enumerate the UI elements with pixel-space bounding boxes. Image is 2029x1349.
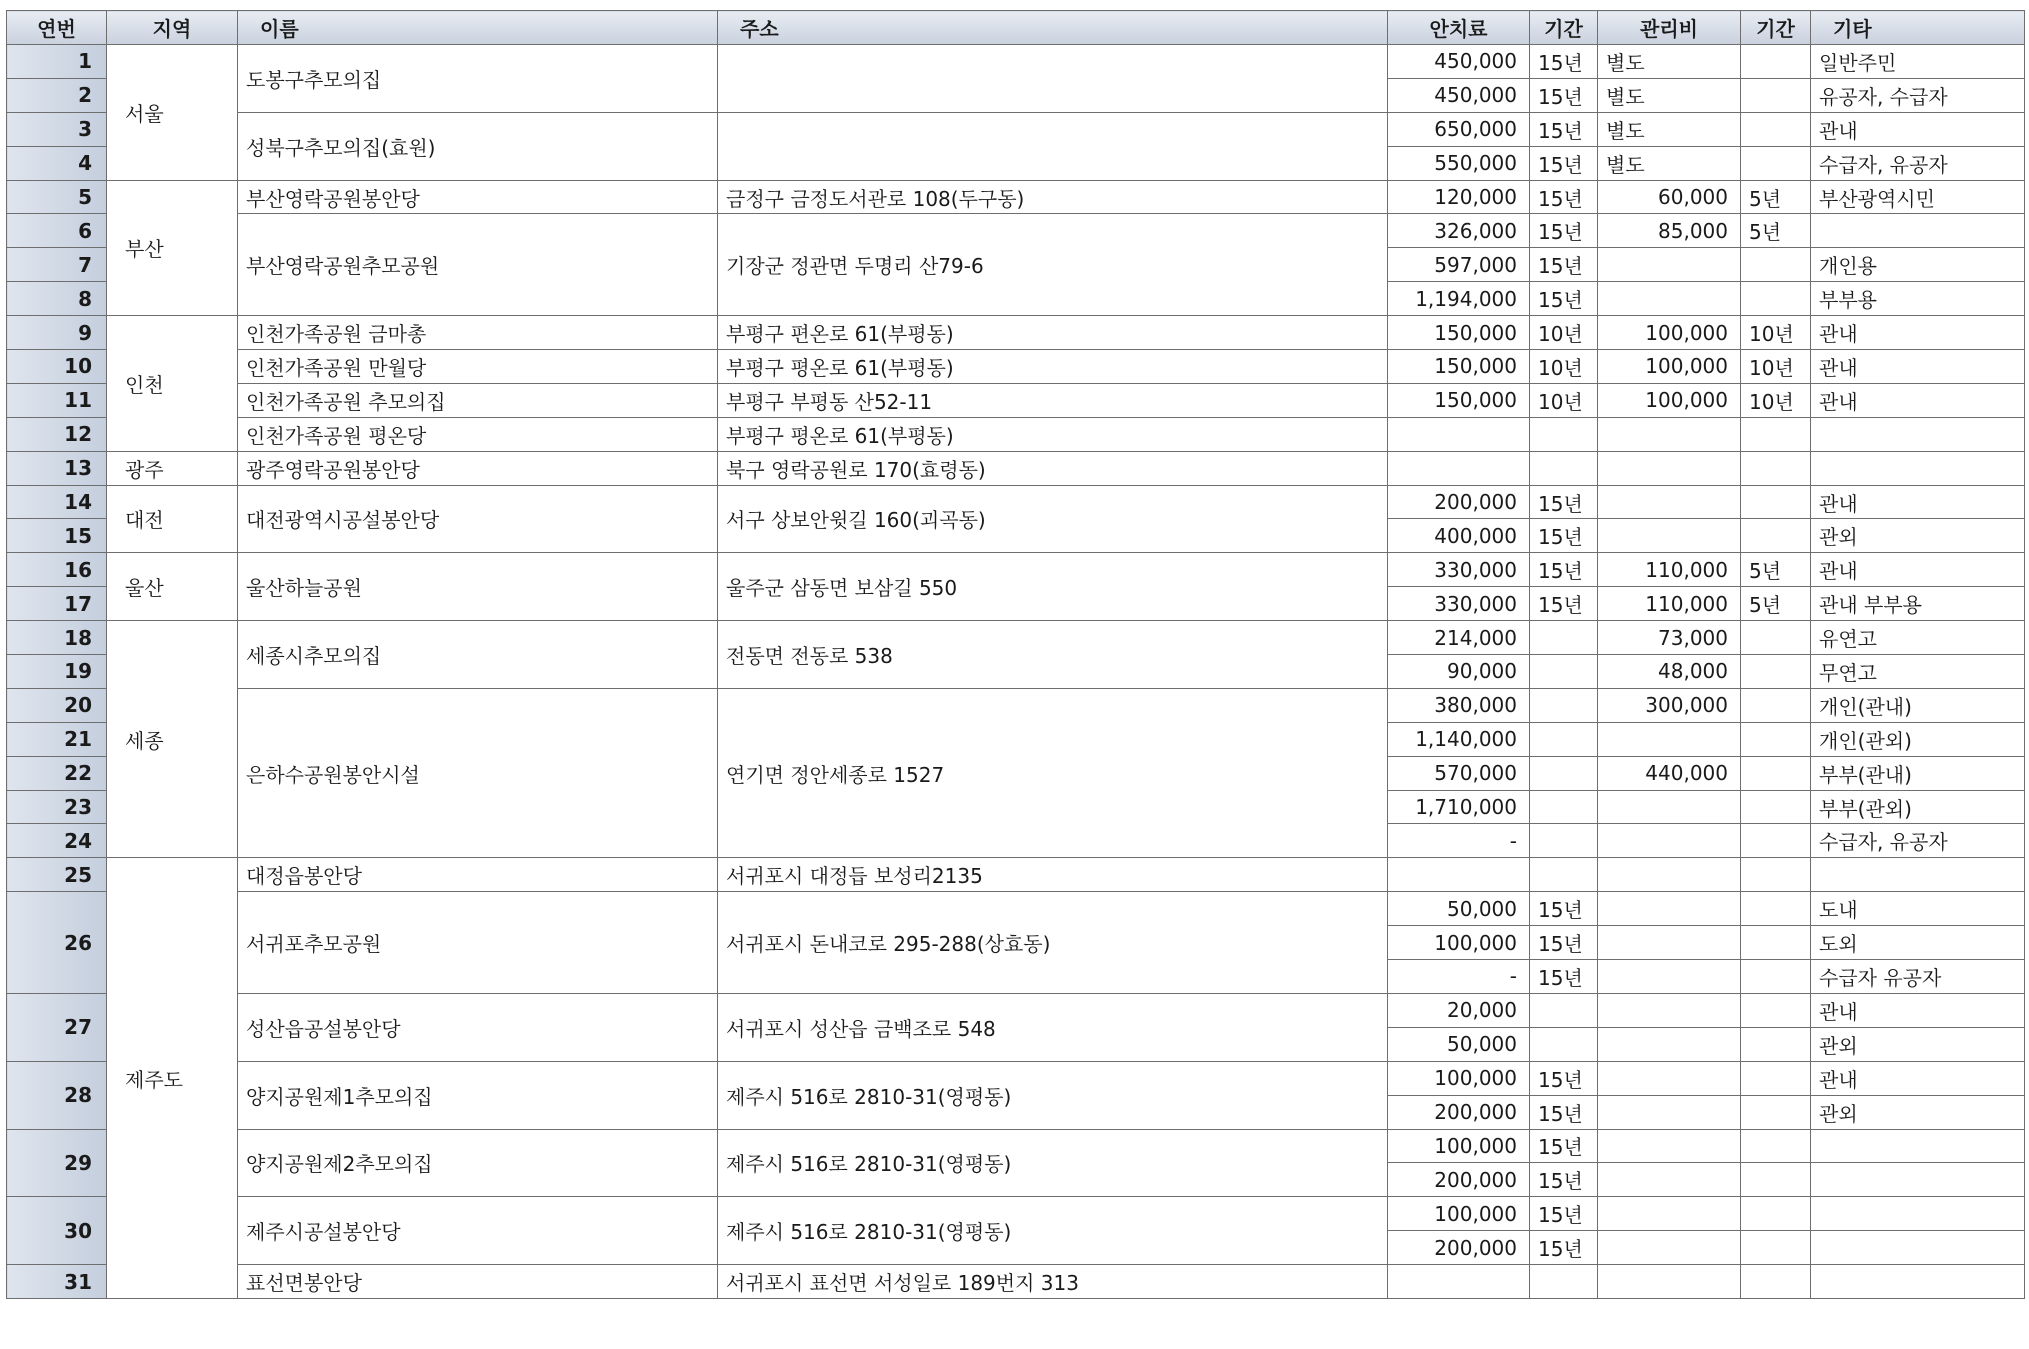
- mgmt-fee-cell: [1598, 248, 1741, 282]
- row-number: 19: [7, 655, 107, 689]
- table-row: [7, 858, 2025, 892]
- period-cell: 15년: [1530, 112, 1598, 146]
- mgmt-fee-cell: 60,000: [1598, 180, 1741, 214]
- fee-cell: 120,000: [1388, 180, 1530, 214]
- period-cell: 15년: [1530, 1163, 1598, 1197]
- row-number: 7: [7, 248, 107, 282]
- note-cell: 관내: [1811, 553, 2025, 587]
- period-cell: [1530, 722, 1598, 756]
- period-cell: 15년: [1530, 146, 1598, 180]
- period-cell: 10년: [1530, 350, 1598, 384]
- fee-cell: 1,710,000: [1388, 790, 1530, 824]
- mgmt-fee-cell: [1598, 858, 1741, 892]
- region-cell: 광주: [107, 451, 238, 485]
- period-cell: 15년: [1530, 892, 1598, 926]
- facility-address: 제주시 516로 2810-31(영평동): [718, 1197, 1388, 1265]
- period-cell: 15년: [1530, 45, 1598, 79]
- facility-address: [718, 112, 1388, 180]
- note-cell: 개인(관내): [1811, 688, 2025, 722]
- fee-cell: 150,000: [1388, 350, 1530, 384]
- fee-cell: 450,000: [1388, 45, 1530, 79]
- mgmt-fee-cell: [1598, 519, 1741, 553]
- table-row: [7, 112, 2025, 146]
- mgmt-fee-cell: 별도: [1598, 45, 1741, 79]
- fee-cell: 650,000: [1388, 112, 1530, 146]
- facility-address: 금정구 금정도서관로 108(두구동): [718, 180, 1388, 214]
- mgmt-fee-cell: [1598, 451, 1741, 485]
- mgmt-period-cell: [1741, 78, 1811, 112]
- period-cell: 15년: [1530, 1061, 1598, 1095]
- header-fee: 안치료: [1388, 11, 1530, 45]
- facility-name: 세종시추모의집: [238, 621, 718, 689]
- period-cell: [1530, 451, 1598, 485]
- facility-name: 양지공원제2추모의집: [238, 1129, 718, 1197]
- mgmt-period-cell: [1741, 485, 1811, 519]
- period-cell: 15년: [1530, 1231, 1598, 1265]
- note-cell: 관내: [1811, 112, 2025, 146]
- mgmt-fee-cell: 100,000: [1598, 316, 1741, 350]
- facility-address: 서귀포시 성산읍 금백조로 548: [718, 993, 1388, 1061]
- mgmt-fee-cell: [1598, 993, 1741, 1027]
- region-cell: 대전: [107, 485, 238, 553]
- note-cell: 관내: [1811, 350, 2025, 384]
- region-cell: 울산: [107, 553, 238, 621]
- facility-address: 부평구 편온로 61(부평동): [718, 316, 1388, 350]
- facility-name: 인천가족공원 추모의집: [238, 383, 718, 417]
- fee-cell: 200,000: [1388, 1095, 1530, 1129]
- fee-cell: 550,000: [1388, 146, 1530, 180]
- mgmt-fee-cell: [1598, 485, 1741, 519]
- period-cell: 15년: [1530, 282, 1598, 316]
- facility-address: [718, 45, 1388, 113]
- fee-cell: 1,194,000: [1388, 282, 1530, 316]
- note-cell: [1811, 858, 2025, 892]
- fee-cell: [1388, 858, 1530, 892]
- fee-cell: [1388, 451, 1530, 485]
- note-cell: 수급자, 유공자: [1811, 146, 2025, 180]
- fee-cell: 150,000: [1388, 316, 1530, 350]
- row-number: 8: [7, 282, 107, 316]
- period-cell: 15년: [1530, 587, 1598, 621]
- mgmt-period-cell: [1741, 417, 1811, 451]
- mgmt-period-cell: [1741, 790, 1811, 824]
- period-cell: 15년: [1530, 1129, 1598, 1163]
- period-cell: [1530, 655, 1598, 689]
- note-cell: 수급자, 유공자: [1811, 824, 2025, 858]
- mgmt-fee-cell: [1598, 824, 1741, 858]
- period-cell: 15년: [1530, 180, 1598, 214]
- mgmt-period-cell: [1741, 1163, 1811, 1197]
- facility-address: 서구 상보안윗길 160(괴곡동): [718, 485, 1388, 553]
- mgmt-period-cell: [1741, 722, 1811, 756]
- mgmt-period-cell: [1741, 451, 1811, 485]
- table-row: [7, 45, 2025, 79]
- note-cell: 부부(관외): [1811, 790, 2025, 824]
- mgmt-fee-cell: 110,000: [1598, 587, 1741, 621]
- note-cell: 무연고: [1811, 655, 2025, 689]
- fee-cell: [1388, 1265, 1530, 1299]
- fee-cell: 50,000: [1388, 892, 1530, 926]
- mgmt-period-cell: [1741, 1231, 1811, 1265]
- note-cell: 관외: [1811, 1027, 2025, 1061]
- mgmt-fee-cell: [1598, 1129, 1741, 1163]
- mgmt-period-cell: [1741, 960, 1811, 994]
- facility-address: 부평구 부평동 산52-11: [718, 383, 1388, 417]
- table-row: [7, 1129, 2025, 1163]
- facility-name: 은하수공원봉안시설: [238, 688, 718, 857]
- mgmt-period-cell: [1741, 993, 1811, 1027]
- mgmt-fee-cell: 300,000: [1598, 688, 1741, 722]
- mgmt-period-cell: [1741, 1129, 1811, 1163]
- region-cell: 제주도: [107, 858, 238, 1299]
- period-cell: [1530, 790, 1598, 824]
- facility-address: 전동면 전동로 538: [718, 621, 1388, 689]
- mgmt-period-cell: [1741, 824, 1811, 858]
- row-number: 13: [7, 451, 107, 485]
- mgmt-fee-cell: [1598, 1061, 1741, 1095]
- row-number: 2: [7, 78, 107, 112]
- table-row: [7, 214, 2025, 248]
- note-cell: 도외: [1811, 926, 2025, 960]
- table-row: [7, 316, 2025, 350]
- mgmt-fee-cell: 73,000: [1598, 621, 1741, 655]
- fee-cell: 100,000: [1388, 1129, 1530, 1163]
- fee-cell: 200,000: [1388, 1163, 1530, 1197]
- period-cell: [1530, 417, 1598, 451]
- row-number: 24: [7, 824, 107, 858]
- mgmt-period-cell: [1741, 146, 1811, 180]
- table-row: [7, 892, 2025, 926]
- note-cell: 부산광역시민: [1811, 180, 2025, 214]
- fee-cell: 100,000: [1388, 1061, 1530, 1095]
- mgmt-period-cell: [1741, 1095, 1811, 1129]
- fee-cell: [1388, 417, 1530, 451]
- note-cell: 유연고: [1811, 621, 2025, 655]
- row-number: 4: [7, 146, 107, 180]
- mgmt-fee-cell: [1598, 1265, 1741, 1299]
- row-number: 14: [7, 485, 107, 519]
- mgmt-period-cell: [1741, 926, 1811, 960]
- mgmt-fee-cell: 별도: [1598, 112, 1741, 146]
- mgmt-fee-cell: [1598, 790, 1741, 824]
- period-cell: 10년: [1530, 316, 1598, 350]
- region-cell: 부산: [107, 180, 238, 316]
- row-number: 12: [7, 417, 107, 451]
- period-cell: 10년: [1530, 383, 1598, 417]
- header-period: 기간: [1530, 11, 1598, 45]
- facility-name: 인천가족공원 평온당: [238, 417, 718, 451]
- mgmt-period-cell: [1741, 621, 1811, 655]
- row-number: 15: [7, 519, 107, 553]
- table-row: [7, 383, 2025, 417]
- table-row: [7, 553, 2025, 587]
- row-number: 23: [7, 790, 107, 824]
- mgmt-period-cell: [1741, 858, 1811, 892]
- facility-name: 성북구추모의집(효원): [238, 112, 718, 180]
- facility-address: 기장군 정관면 두명리 산79-6: [718, 214, 1388, 316]
- facility-name: 인천가족공원 금마총: [238, 316, 718, 350]
- region-cell: 서울: [107, 45, 238, 181]
- fee-cell: 100,000: [1388, 926, 1530, 960]
- mgmt-fee-cell: 별도: [1598, 146, 1741, 180]
- period-cell: 15년: [1530, 485, 1598, 519]
- table-row: [7, 485, 2025, 519]
- mgmt-fee-cell: [1598, 417, 1741, 451]
- row-number: 1: [7, 45, 107, 79]
- fee-cell: 570,000: [1388, 756, 1530, 790]
- facility-address: 북구 영락공원로 170(효령동): [718, 451, 1388, 485]
- mgmt-period-cell: 5년: [1741, 553, 1811, 587]
- mgmt-fee-cell: [1598, 1027, 1741, 1061]
- mgmt-fee-cell: 100,000: [1598, 350, 1741, 384]
- facility-name: 인천가족공원 만월당: [238, 350, 718, 384]
- fee-cell: 326,000: [1388, 214, 1530, 248]
- row-number: 6: [7, 214, 107, 248]
- period-cell: [1530, 621, 1598, 655]
- facility-name: 성산읍공설봉안당: [238, 993, 718, 1061]
- note-cell: 관내: [1811, 316, 2025, 350]
- region-cell: 인천: [107, 316, 238, 452]
- period-cell: [1530, 824, 1598, 858]
- facility-name: 양지공원제1추모의집: [238, 1061, 718, 1129]
- mgmt-fee-cell: 440,000: [1598, 756, 1741, 790]
- mgmt-fee-cell: [1598, 1095, 1741, 1129]
- period-cell: 15년: [1530, 214, 1598, 248]
- period-cell: 15년: [1530, 248, 1598, 282]
- period-cell: [1530, 756, 1598, 790]
- mgmt-period-cell: [1741, 688, 1811, 722]
- note-cell: 수급자 유공자: [1811, 960, 2025, 994]
- period-cell: [1530, 993, 1598, 1027]
- note-cell: [1811, 1163, 2025, 1197]
- mgmt-fee-cell: 48,000: [1598, 655, 1741, 689]
- note-cell: 일반주민: [1811, 45, 2025, 79]
- mgmt-period-cell: [1741, 519, 1811, 553]
- row-number: 20: [7, 688, 107, 722]
- row-number: 17: [7, 587, 107, 621]
- table-row: [7, 180, 2025, 214]
- fee-cell: 330,000: [1388, 553, 1530, 587]
- row-number: 22: [7, 756, 107, 790]
- mgmt-period-cell: 5년: [1741, 587, 1811, 621]
- period-cell: [1530, 858, 1598, 892]
- header-address: 주소: [718, 11, 1388, 45]
- period-cell: 15년: [1530, 926, 1598, 960]
- table-body: [7, 45, 2025, 1299]
- note-cell: 도내: [1811, 892, 2025, 926]
- period-cell: 15년: [1530, 1197, 1598, 1231]
- note-cell: 관외: [1811, 1095, 2025, 1129]
- mgmt-period-cell: [1741, 892, 1811, 926]
- mgmt-period-cell: 5년: [1741, 214, 1811, 248]
- row-number: 11: [7, 383, 107, 417]
- mgmt-fee-cell: [1598, 1231, 1741, 1265]
- note-cell: [1811, 1129, 2025, 1163]
- table-row: [7, 451, 2025, 485]
- mgmt-period-cell: [1741, 248, 1811, 282]
- note-cell: 개인(관외): [1811, 722, 2025, 756]
- fee-cell: 50,000: [1388, 1027, 1530, 1061]
- fee-cell: 1,140,000: [1388, 722, 1530, 756]
- note-cell: 관내: [1811, 993, 2025, 1027]
- period-cell: 15년: [1530, 960, 1598, 994]
- header-row: [7, 11, 2025, 45]
- mgmt-fee-cell: [1598, 892, 1741, 926]
- period-cell: [1530, 1265, 1598, 1299]
- table-row: [7, 688, 2025, 722]
- row-number: 31: [7, 1265, 107, 1299]
- period-cell: 15년: [1530, 1095, 1598, 1129]
- row-number: 27: [7, 993, 107, 1061]
- mgmt-period-cell: 10년: [1741, 350, 1811, 384]
- facility-name: 부산영락공원추모공원: [238, 214, 718, 316]
- note-cell: 개인용: [1811, 248, 2025, 282]
- header-note: 기타: [1811, 11, 2025, 45]
- facility-table: [6, 10, 2025, 1299]
- period-cell: [1530, 1027, 1598, 1061]
- note-cell: 부부(관내): [1811, 756, 2025, 790]
- fee-cell: 380,000: [1388, 688, 1530, 722]
- note-cell: 관내: [1811, 1061, 2025, 1095]
- facility-address: 연기면 정안세종로 1527: [718, 688, 1388, 857]
- mgmt-fee-cell: [1598, 722, 1741, 756]
- mgmt-period-cell: 5년: [1741, 180, 1811, 214]
- row-number: 26: [7, 892, 107, 994]
- row-number: 9: [7, 316, 107, 350]
- facility-name: 도봉구추모의집: [238, 45, 718, 113]
- facility-name: 표선면봉안당: [238, 1265, 718, 1299]
- period-cell: 15년: [1530, 553, 1598, 587]
- note-cell: [1811, 214, 2025, 248]
- facility-name: 대정읍봉안당: [238, 858, 718, 892]
- mgmt-period-cell: [1741, 1061, 1811, 1095]
- fee-cell: 597,000: [1388, 248, 1530, 282]
- mgmt-period-cell: [1741, 655, 1811, 689]
- facility-address: 서귀포시 표선면 서성일로 189번지 313: [718, 1265, 1388, 1299]
- mgmt-fee-cell: [1598, 1163, 1741, 1197]
- facility-name: 울산하늘공원: [238, 553, 718, 621]
- header-region: 지역: [107, 11, 238, 45]
- fee-cell: 90,000: [1388, 655, 1530, 689]
- facility-name: 대전광역시공설봉안당: [238, 485, 718, 553]
- period-cell: 15년: [1530, 78, 1598, 112]
- fee-cell: 20,000: [1388, 993, 1530, 1027]
- facility-address: 제주시 516로 2810-31(영평동): [718, 1061, 1388, 1129]
- mgmt-fee-cell: [1598, 282, 1741, 316]
- note-cell: [1811, 1265, 2025, 1299]
- fee-cell: 214,000: [1388, 621, 1530, 655]
- mgmt-period-cell: [1741, 45, 1811, 79]
- facility-address: 서귀포시 돈내코로 295-288(상효동): [718, 892, 1388, 994]
- period-cell: 15년: [1530, 519, 1598, 553]
- note-cell: [1811, 451, 2025, 485]
- mgmt-fee-cell: 85,000: [1598, 214, 1741, 248]
- note-cell: 유공자, 수급자: [1811, 78, 2025, 112]
- table-row: [7, 993, 2025, 1027]
- table-row: [7, 1061, 2025, 1095]
- fee-cell: -: [1388, 960, 1530, 994]
- facility-address: 제주시 516로 2810-31(영평동): [718, 1129, 1388, 1197]
- header-mgmt-period: 기간: [1741, 11, 1811, 45]
- fee-cell: 200,000: [1388, 485, 1530, 519]
- row-number: 29: [7, 1129, 107, 1197]
- mgmt-fee-cell: [1598, 926, 1741, 960]
- mgmt-period-cell: [1741, 1197, 1811, 1231]
- header-name: 이름: [238, 11, 718, 45]
- table-row: [7, 417, 2025, 451]
- note-cell: 관내: [1811, 485, 2025, 519]
- fee-cell: 400,000: [1388, 519, 1530, 553]
- mgmt-period-cell: [1741, 1265, 1811, 1299]
- header-mgmt-fee: 관리비: [1598, 11, 1741, 45]
- mgmt-fee-cell: [1598, 960, 1741, 994]
- row-number: 5: [7, 180, 107, 214]
- mgmt-fee-cell: 별도: [1598, 78, 1741, 112]
- mgmt-period-cell: 10년: [1741, 316, 1811, 350]
- table-row: [7, 1197, 2025, 1231]
- facility-address: 서귀포시 대정듭 보성리2135: [718, 858, 1388, 892]
- row-number: 18: [7, 621, 107, 655]
- facility-address: 부평구 평온로 61(부평동): [718, 350, 1388, 384]
- row-number: 28: [7, 1061, 107, 1129]
- fee-cell: 150,000: [1388, 383, 1530, 417]
- note-cell: 관내 부부용: [1811, 587, 2025, 621]
- row-number: 16: [7, 553, 107, 587]
- facility-name: 광주영락공원봉안당: [238, 451, 718, 485]
- facility-name: 부산영락공원봉안당: [238, 180, 718, 214]
- note-cell: 관외: [1811, 519, 2025, 553]
- table-row: [7, 621, 2025, 655]
- fee-cell: 450,000: [1388, 78, 1530, 112]
- table-row: [7, 1265, 2025, 1299]
- region-cell: 세종: [107, 621, 238, 858]
- mgmt-period-cell: 10년: [1741, 383, 1811, 417]
- mgmt-period-cell: [1741, 282, 1811, 316]
- facility-name: 제주시공설봉안당: [238, 1197, 718, 1265]
- mgmt-period-cell: [1741, 112, 1811, 146]
- row-number: 25: [7, 858, 107, 892]
- row-number: 21: [7, 722, 107, 756]
- note-cell: [1811, 417, 2025, 451]
- note-cell: [1811, 1197, 2025, 1231]
- note-cell: [1811, 1231, 2025, 1265]
- note-cell: 부부용: [1811, 282, 2025, 316]
- period-cell: [1530, 688, 1598, 722]
- row-number: 10: [7, 350, 107, 384]
- facility-name: 서귀포추모공원: [238, 892, 718, 994]
- header-no: 연번: [7, 11, 107, 45]
- facility-address: 울주군 삼동면 보삼길 550: [718, 553, 1388, 621]
- mgmt-period-cell: [1741, 756, 1811, 790]
- mgmt-period-cell: [1741, 1027, 1811, 1061]
- row-number: 3: [7, 112, 107, 146]
- fee-cell: 100,000: [1388, 1197, 1530, 1231]
- fee-cell: 200,000: [1388, 1231, 1530, 1265]
- facility-address: 부평구 평온로 61(부평동): [718, 417, 1388, 451]
- mgmt-fee-cell: 100,000: [1598, 383, 1741, 417]
- mgmt-fee-cell: 110,000: [1598, 553, 1741, 587]
- table-row: [7, 350, 2025, 384]
- fee-cell: 330,000: [1388, 587, 1530, 621]
- row-number: 30: [7, 1197, 107, 1265]
- note-cell: 관내: [1811, 383, 2025, 417]
- fee-cell: -: [1388, 824, 1530, 858]
- mgmt-fee-cell: [1598, 1197, 1741, 1231]
